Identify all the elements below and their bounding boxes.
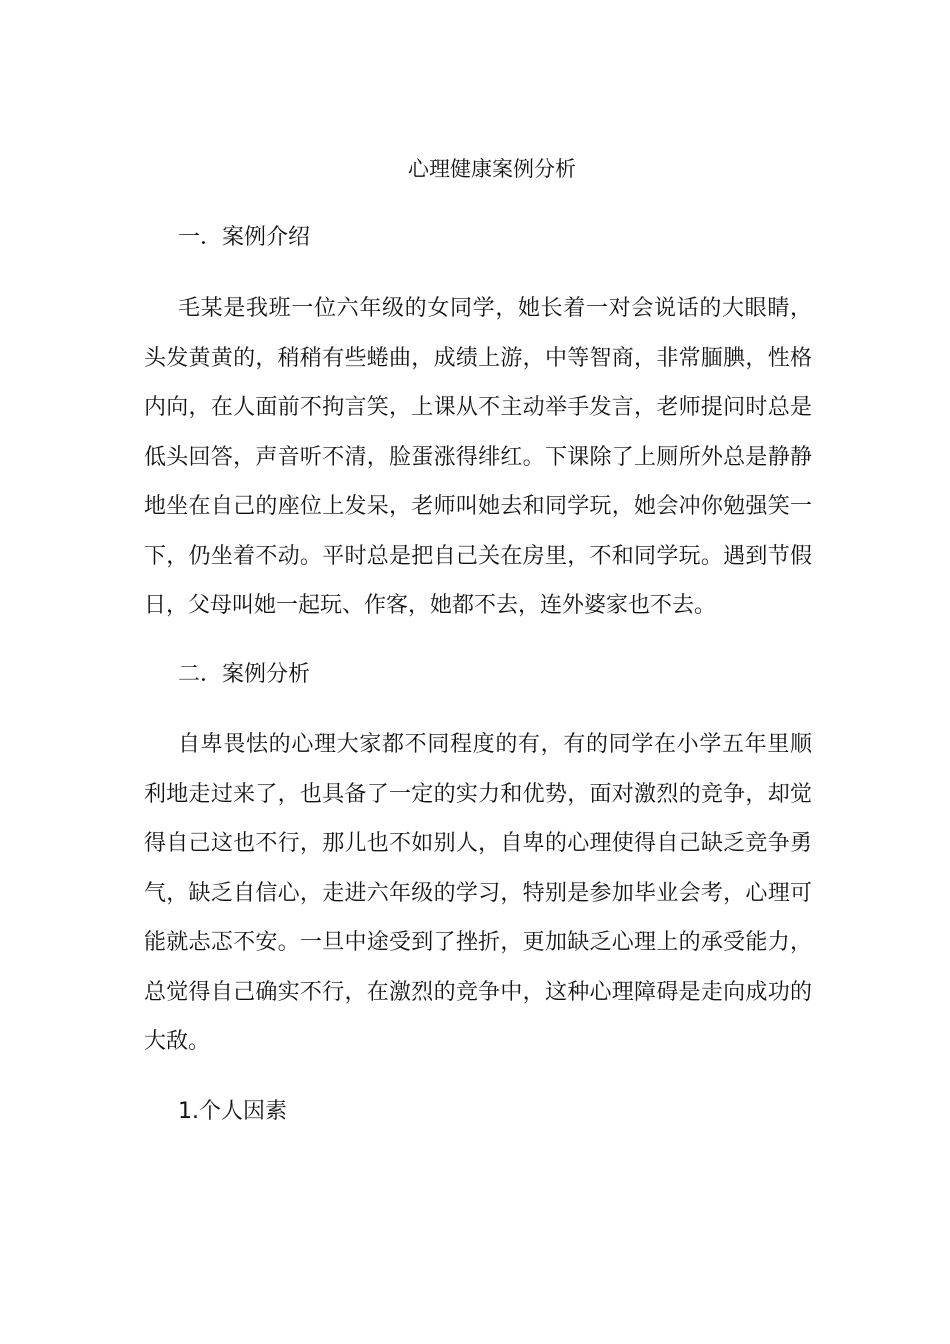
section-heading-case-intro: 一．案例介绍: [178, 225, 311, 250]
document-title: 心理健康案例分析: [408, 157, 576, 181]
subsection-heading-personal-factors: 1.个人因素: [178, 1099, 287, 1124]
case-intro-paragraph: 毛某是我班一位六年级的女同学，她长着一对会说话的大眼睛，头发黄黄的，稍稍有些蜷曲，成绩上游，中等智商，非常腼腆，性格内向，在人面前不拘言笑，上课从不主动举手发言，老师提问时总是低头回答，声音听不清，脸蛋涨得绯红。下课除了上厕所外总是静静地坐在自己的座位上发呆，老师叫她去和同学玩，她会冲你勉强笑一下，仍坐着不动。平时总是把自己关在房里，不和同学玩。遇到节假日，父母叫她一起玩、作客，她都不去，连外婆家也不去。: [144, 296, 812, 618]
case-analysis-paragraph: 自卑畏怯的心理大家都不同程度的有，有的同学在小学五年里顺利地走过来了，也具备了一定的实力和优势，面对激烈的竞争，却觉得自己这也不行，那儿也不如别人，自卑的心理使得自己缺乏竞争勇气，缺乏自信心，走进六年级的学习，特别是参加毕业会考，心理可能就忐忑不安。一旦中途受到了挫折，更加缺乏心理上的承受能力，总觉得自己确实不行，在激烈的竞争中，这种心理障碍是走向成功的大敌。: [144, 732, 812, 1054]
section-heading-case-analysis: 二．案例分析: [178, 662, 311, 687]
